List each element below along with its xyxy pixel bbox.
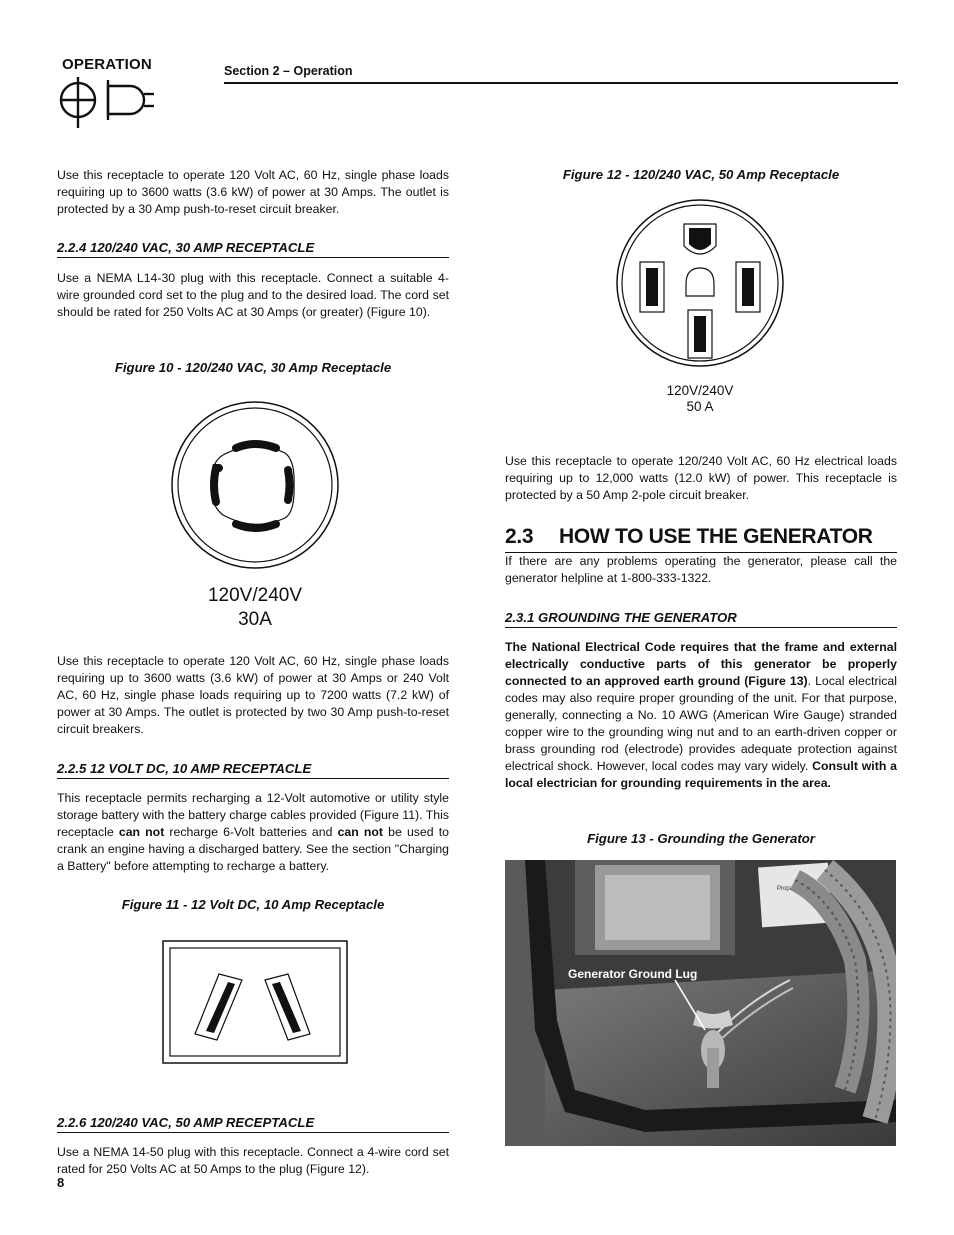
figure-12-caption: Figure 12 - 120/240 VAC, 50 Amp Receptacle <box>562 167 840 182</box>
heading-2-3-number: 2.3 <box>505 525 534 548</box>
operation-logo-title: OPERATION <box>62 56 152 73</box>
paragraph-50a: Use this receptacle to operate 120/240 Volt AC, 60 Hz electrical loads requiring up to 12,000 watts (12.0 kW) of power. This receptacle is protected by a 50 Amp 2-pole circuit breaker. <box>505 454 897 502</box>
figure-10-label-amps: 30A <box>238 609 272 630</box>
paragraph-2-2-5-bold-2: can not <box>337 825 384 839</box>
figure-12-receptacle-diagram <box>615 198 785 368</box>
heading-2-3-title: HOW TO USE THE GENERATOR <box>559 525 873 548</box>
page-number: 8 <box>57 1175 65 1190</box>
paragraph-2-3-1-bold-c: Consult with a local electrician for grounding requirements in the area. <box>505 759 897 790</box>
plug-receptacle-icon <box>58 74 158 132</box>
figure-13-photo <box>505 860 896 1146</box>
paragraph-2-2-6: Use a NEMA 14-50 plug with this receptacle. Connect a 4-wire cord set rated for 250 Volts AC at 50 Amps to the plug (Figure 12). <box>57 1145 449 1176</box>
heading-2-3-1: 2.3.1 GROUNDING THE GENERATOR <box>505 610 897 628</box>
figure-11-caption: Figure 11 - 12 Volt DC, 10 Amp Receptacle <box>121 897 385 912</box>
paragraph-2-3-1 <box>505 639 897 792</box>
figure-10-label-voltage: 120V/240V <box>207 585 303 606</box>
paragraph-2-2-5-text-c: be used to crank an engine having a discharged battery. See the section "Charging a Battery" before attempting to recharge a battery. <box>57 825 449 873</box>
paragraph-2-2-5-bold-1: can not <box>118 825 165 839</box>
figure-10-receptacle-diagram <box>170 400 340 570</box>
figure-10-caption: Figure 10 - 120/240 VAC, 30 Amp Receptacle <box>114 360 392 375</box>
figure-10-label <box>170 584 340 632</box>
heading-2-2-5: 2.2.5 12 VOLT DC, 10 AMP RECEPTACLE <box>57 761 449 779</box>
header-rule <box>224 82 898 84</box>
ground-lug-label: Generator Ground Lug <box>568 967 698 981</box>
paragraph-2-3-1-text-b: . Local electrical codes may also require proper grounding of the unit. For that purpose, generally, connecting a No. 10 AWG (American Wire Gauge) stranded copper wire to the grounding wing nut and to an earth-driven copper or brass grounding rod (electrode) provides adequate protection against electrical shock. However, local codes may vary widely. <box>505 674 897 773</box>
figure-12-label-amps: 50 A <box>686 399 714 414</box>
heading-2-2-4: 2.2.4 120/240 VAC, 30 AMP RECEPTACLE <box>57 240 449 258</box>
photo-sign-text: Propane/Vap <box>777 886 812 892</box>
paragraph-2-3: If there are any problems operating the generator, please call the generator helpline at 1-800-333-1322. <box>505 554 897 585</box>
paragraph-2-2-4b: Use this receptacle to operate 120 Volt AC, 60 Hz, single phase loads requiring up to 3600 watts (3.6 kW) of power at 30 Amps or 240 Volt AC, 60 Hz, single phase loads requiring up to 7200 watts (7.2 kW) of power at 30 Amps. The outlet is protected by two 30 Amp push-to-reset circuit breakers. <box>57 654 449 736</box>
figure-12-label-voltage: 120V/240V <box>666 383 734 398</box>
intro-paragraph: Use this receptacle to operate 120 Volt AC, 60 Hz, single phase loads requiring up to 3600 watts (3.6 kW) of power at 30 Amps. The outlet is protected by a 30 Amp push-to-reset circuit breaker. <box>57 168 449 216</box>
paragraph-2-2-5-text-a: This receptacle permits recharging a 12-Volt automotive or utility style storage battery with the battery charge cables provided (Figure 11). This receptacle <box>57 791 449 839</box>
generator-photo-drawing <box>505 860 896 1146</box>
paragraph-2-3-1-bold-a: The National Electrical Code requires that the frame and external electrically conductive parts of this generator be properly connected to an approved earth ground (Figure 13) <box>505 640 897 688</box>
paragraph-2-2-4: Use a NEMA L14-30 plug with this receptacle. Connect a suitable 4-wire grounded cord set to the plug and to the desired load. The cord set should be rated for 250 Volts AC at 30 Amps (or greater) (Figure 10). <box>57 271 449 319</box>
figure-12-label <box>615 383 785 415</box>
heading-2-3 <box>505 525 897 553</box>
section-label: Section 2 – Operation <box>224 64 353 78</box>
figure-13-caption: Figure 13 - Grounding the Generator <box>587 831 815 846</box>
figure-11-receptacle-diagram <box>162 940 348 1064</box>
paragraph-2-2-5-text-b: recharge 6-Volt batteries and <box>164 825 338 839</box>
paragraph-2-2-5 <box>57 790 449 875</box>
heading-2-2-6: 2.2.6 120/240 VAC, 50 AMP RECEPTACLE <box>57 1115 449 1133</box>
